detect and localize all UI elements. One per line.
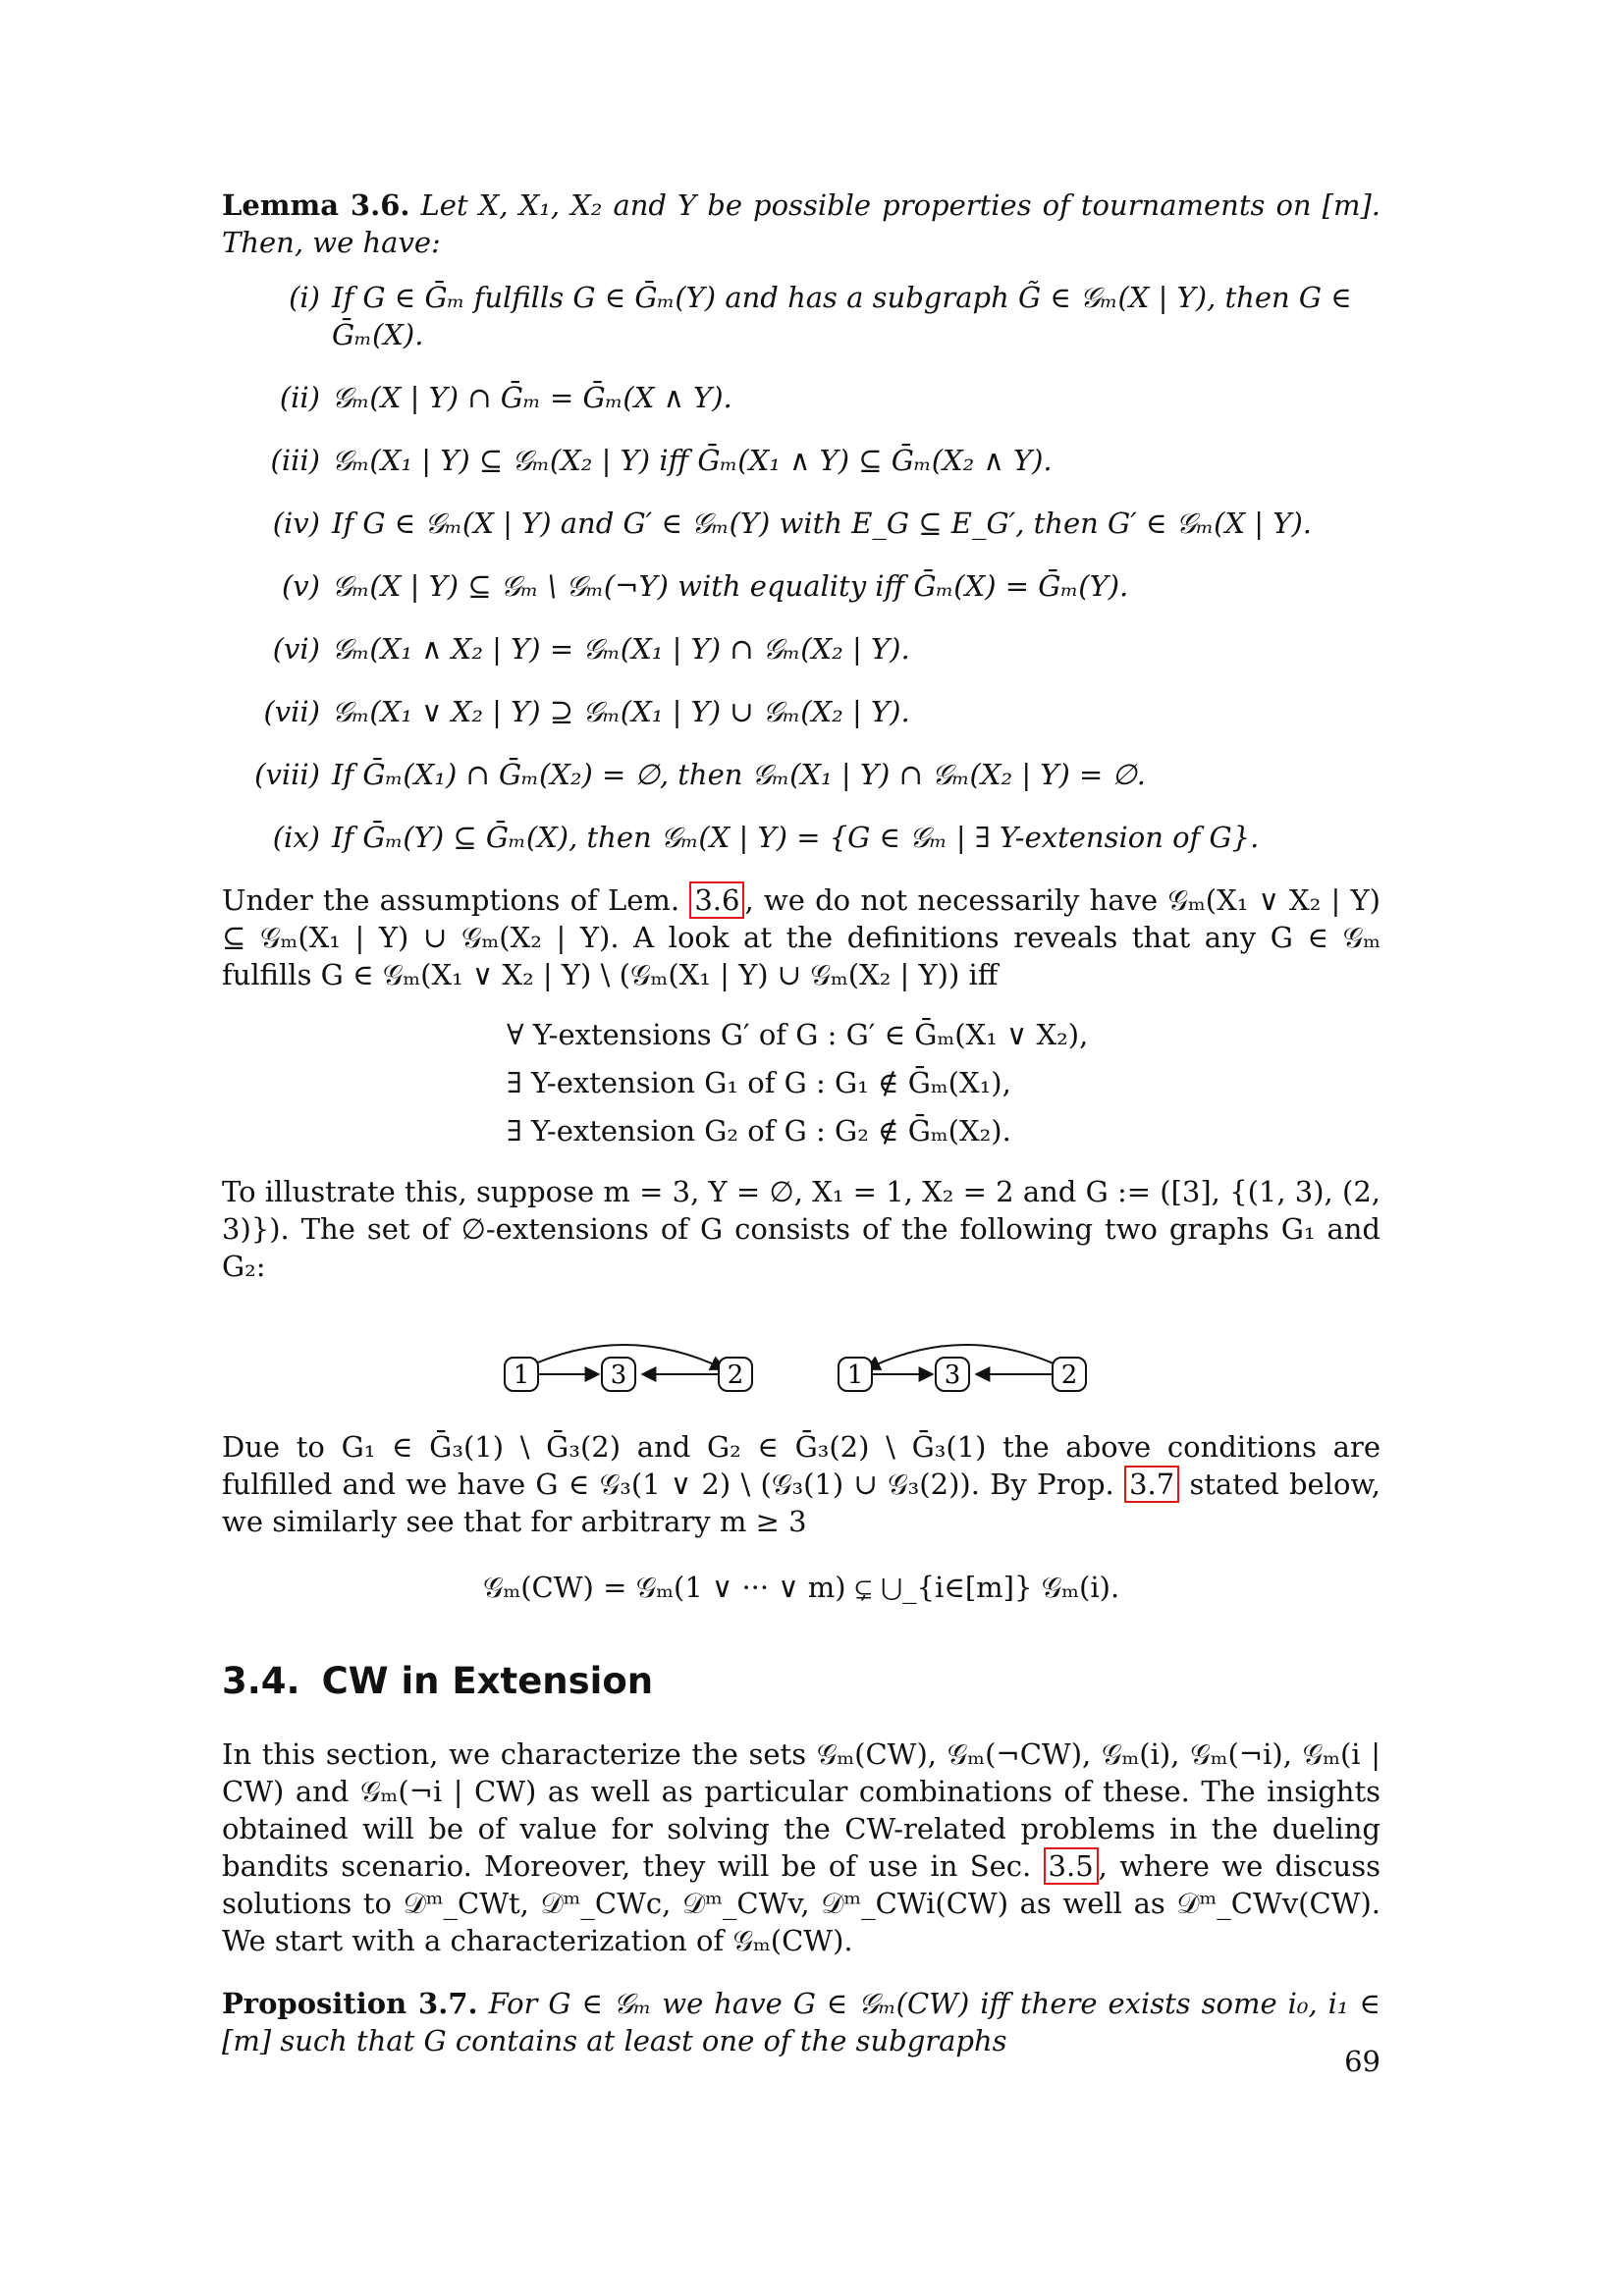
item-text: 𝒢ₘ(X | Y) ∩ Ḡₘ = Ḡₘ(X ∧ Y). [332,381,732,414]
para3-text-a: Due to G₁ ∈ Ḡ₃(1) \ Ḡ₃(2) and G₂ ∈ Ḡ₃(2) \ Ḡ₃(1) the above conditions are fulfilled and we have G ∈ 𝒢₃(1 ∨ 2) \ (𝒢₃(1) ∪ 𝒢₃(2)). By Prop. [222,1430,1380,1501]
graphs-figure [487,1310,1115,1399]
item-text: 𝒢ₘ(X₁ ∨ X₂ | Y) ⊇ 𝒢ₘ(X₁ | Y) ∪ 𝒢ₘ(X₂ | Y). [332,695,910,728]
svg-text:1: 1 [846,1361,864,1390]
item-label: (v) [281,569,320,603]
lemma-3-6 [222,187,1380,261]
lemma-item [222,379,1380,416]
section-number: 3.4. [222,1660,300,1702]
lemma-item [222,693,1380,730]
paragraph-3 [222,1428,1380,1540]
paragraph-2: To illustrate this, suppose m = 3, Y = ∅, X₁ = 1, X₂ = 2 and G := ([3], {(1, 3), (2, 3)}). The set of ∅-extensions of G consists of the following two graphs G₁ and G₂: [222,1175,1380,1283]
item-label: (ix) [272,821,320,854]
item-text: If Ḡₘ(X₁) ∩ Ḡₘ(X₂) = ∅, then 𝒢ₘ(X₁ | Y) ∩ 𝒢ₘ(X₂ | Y) = ∅. [332,758,1146,791]
item-text: If G ∈ Ḡₘ fulfills G ∈ Ḡₘ(Y) and has a subgraph G̃ ∈ 𝒢ₘ(X | Y), then G ∈ Ḡₘ(X). [332,281,1352,351]
svg-text:3: 3 [610,1361,627,1390]
graph-g1 [505,1345,752,1391]
item-text: 𝒢ₘ(X | Y) ⊆ 𝒢ₘ \ 𝒢ₘ(¬Y) with equality iff Ḡₘ(X) = Ḡₘ(Y). [332,569,1129,603]
graph-g2 [839,1345,1086,1391]
item-text: 𝒢ₘ(X₁ | Y) ⊆ 𝒢ₘ(X₂ | Y) iff Ḡₘ(X₁ ∧ Y) ⊆ Ḡₘ(X₂ ∧ Y). [332,444,1053,477]
item-label: (vii) [263,695,320,728]
proposition-3-7 [222,1985,1380,2059]
condition-line: ∃ Y-extension G₁ of G : G₁ ∉ Ḡₘ(X₁), [507,1066,1011,1099]
item-label: (iv) [272,507,320,540]
item-label: (iii) [270,444,320,477]
condition-line: ∃ Y-extension G₂ of G : G₂ ∉ Ḡₘ(X₂). [507,1114,1011,1148]
display-equation: 𝒢ₘ(CW) = 𝒢ₘ(1 ∨ ··· ∨ m) ⊊ ⋃_{i∈[m]} 𝒢ₘ(i). [482,1571,1120,1604]
display-conditions [507,1011,1380,1155]
node-2 [1053,1358,1086,1391]
item-text: If G ∈ 𝒢ₘ(X | Y) and G′ ∈ 𝒢ₘ(Y) with E_G ⊆ E_G′, then G′ ∈ 𝒢ₘ(X | Y). [332,507,1312,540]
para1-text-b: , we do not necessarily have 𝒢ₘ(X₁ ∨ X₂ | Y) ⊆ 𝒢ₘ(X₁ | Y) ∪ 𝒢ₘ(X₂ | Y). A look at the definitions reveals that any G ∈ 𝒢ₘ fulfills G ∈ 𝒢ₘ(X₁ ∨ X₂ | Y) \ (𝒢ₘ(X₁ | Y) ∪ 𝒢ₘ(X₂ | Y)) iff [222,883,1380,991]
svg-text:1: 1 [513,1361,530,1390]
item-label: (vi) [272,632,320,666]
extension-graphs [222,1310,1380,1399]
lemma-head: Lemma 3.6. [222,188,410,222]
para4-text-b: , where we discuss solutions to 𝒟ᵐ_CWt, 𝒟ᵐ_CWc, 𝒟ᵐ_CWv, 𝒟ᵐ_CWi(CW) as well as 𝒟ᵐ_CWv(CW). We start with a characterization of 𝒢ₘ(CW). [222,1849,1380,1957]
page-body [222,187,1380,2059]
ref-link-lem-3-6[interactable]: 3.6 [689,881,744,919]
item-label: (ii) [279,381,320,414]
para3-text-b: stated below, we similarly see that for arbitrary m ≥ 3 [222,1468,1381,1538]
node-1 [505,1358,538,1391]
lemma-item [222,442,1380,479]
item-text: 𝒢ₘ(X₁ ∧ X₂ | Y) = 𝒢ₘ(X₁ | Y) ∩ 𝒢ₘ(X₂ | Y). [332,632,910,666]
paragraph-4 [222,1735,1380,1959]
page-number: 69 [1344,2045,1380,2078]
item-text: If Ḡₘ(Y) ⊆ Ḡₘ(X), then 𝒢ₘ(X | Y) = {G ∈ 𝒢ₘ | ∃ Y-extension of G}. [332,821,1260,854]
paragraph-1 [222,881,1380,993]
para1-text-a: Under the assumptions of Lem. [222,883,690,917]
lemma-item [222,279,1380,353]
svg-text:2: 2 [727,1361,744,1390]
lemma-item [222,756,1380,793]
node-2 [719,1358,752,1391]
svg-text:2: 2 [1060,1361,1078,1390]
item-label: (i) [289,281,320,314]
node-3 [602,1358,635,1391]
proposition-head: Proposition 3.7. [222,1987,478,2020]
item-label: (viii) [254,758,320,791]
lemma-item [222,819,1380,856]
section-heading [222,1660,1380,1702]
proposition-text: For G ∈ 𝒢ₘ we have G ∈ 𝒢ₘ(CW) iff there exists some i₀, i₁ ∈ [m] such that G contains at least one of the subgraphs [222,1987,1380,2057]
lemma-intro: Let X, X₁, X₂ and Y be possible properties of tournaments on [m]. Then, we have: [222,188,1380,259]
condition-line: ∀ Y-extensions G′ of G : G′ ∈ Ḡₘ(X₁ ∨ X₂), [507,1018,1089,1051]
svg-text:3: 3 [944,1361,961,1390]
ref-link-prop-3-7[interactable]: 3.7 [1124,1466,1179,1503]
lemma-items [222,279,1380,856]
ref-link-sec-3-5[interactable]: 3.5 [1044,1847,1099,1885]
lemma-item [222,505,1380,542]
node-3 [936,1358,969,1391]
node-1 [839,1358,872,1391]
lemma-item [222,630,1380,667]
lemma-item [222,567,1380,605]
section-title: CW in Extension [321,1660,654,1702]
para4-text-a: In this section, we characterize the sets 𝒢ₘ(CW), 𝒢ₘ(¬CW), 𝒢ₘ(i), 𝒢ₘ(¬i), 𝒢ₘ(i | CW) and 𝒢ₘ(¬i | CW) as well as particular combinations of these. The insights obtained will be of value for solving the CW-related problems in the dueling bandits scenario. Moreover, they will be of use in Sec. [222,1737,1380,1883]
